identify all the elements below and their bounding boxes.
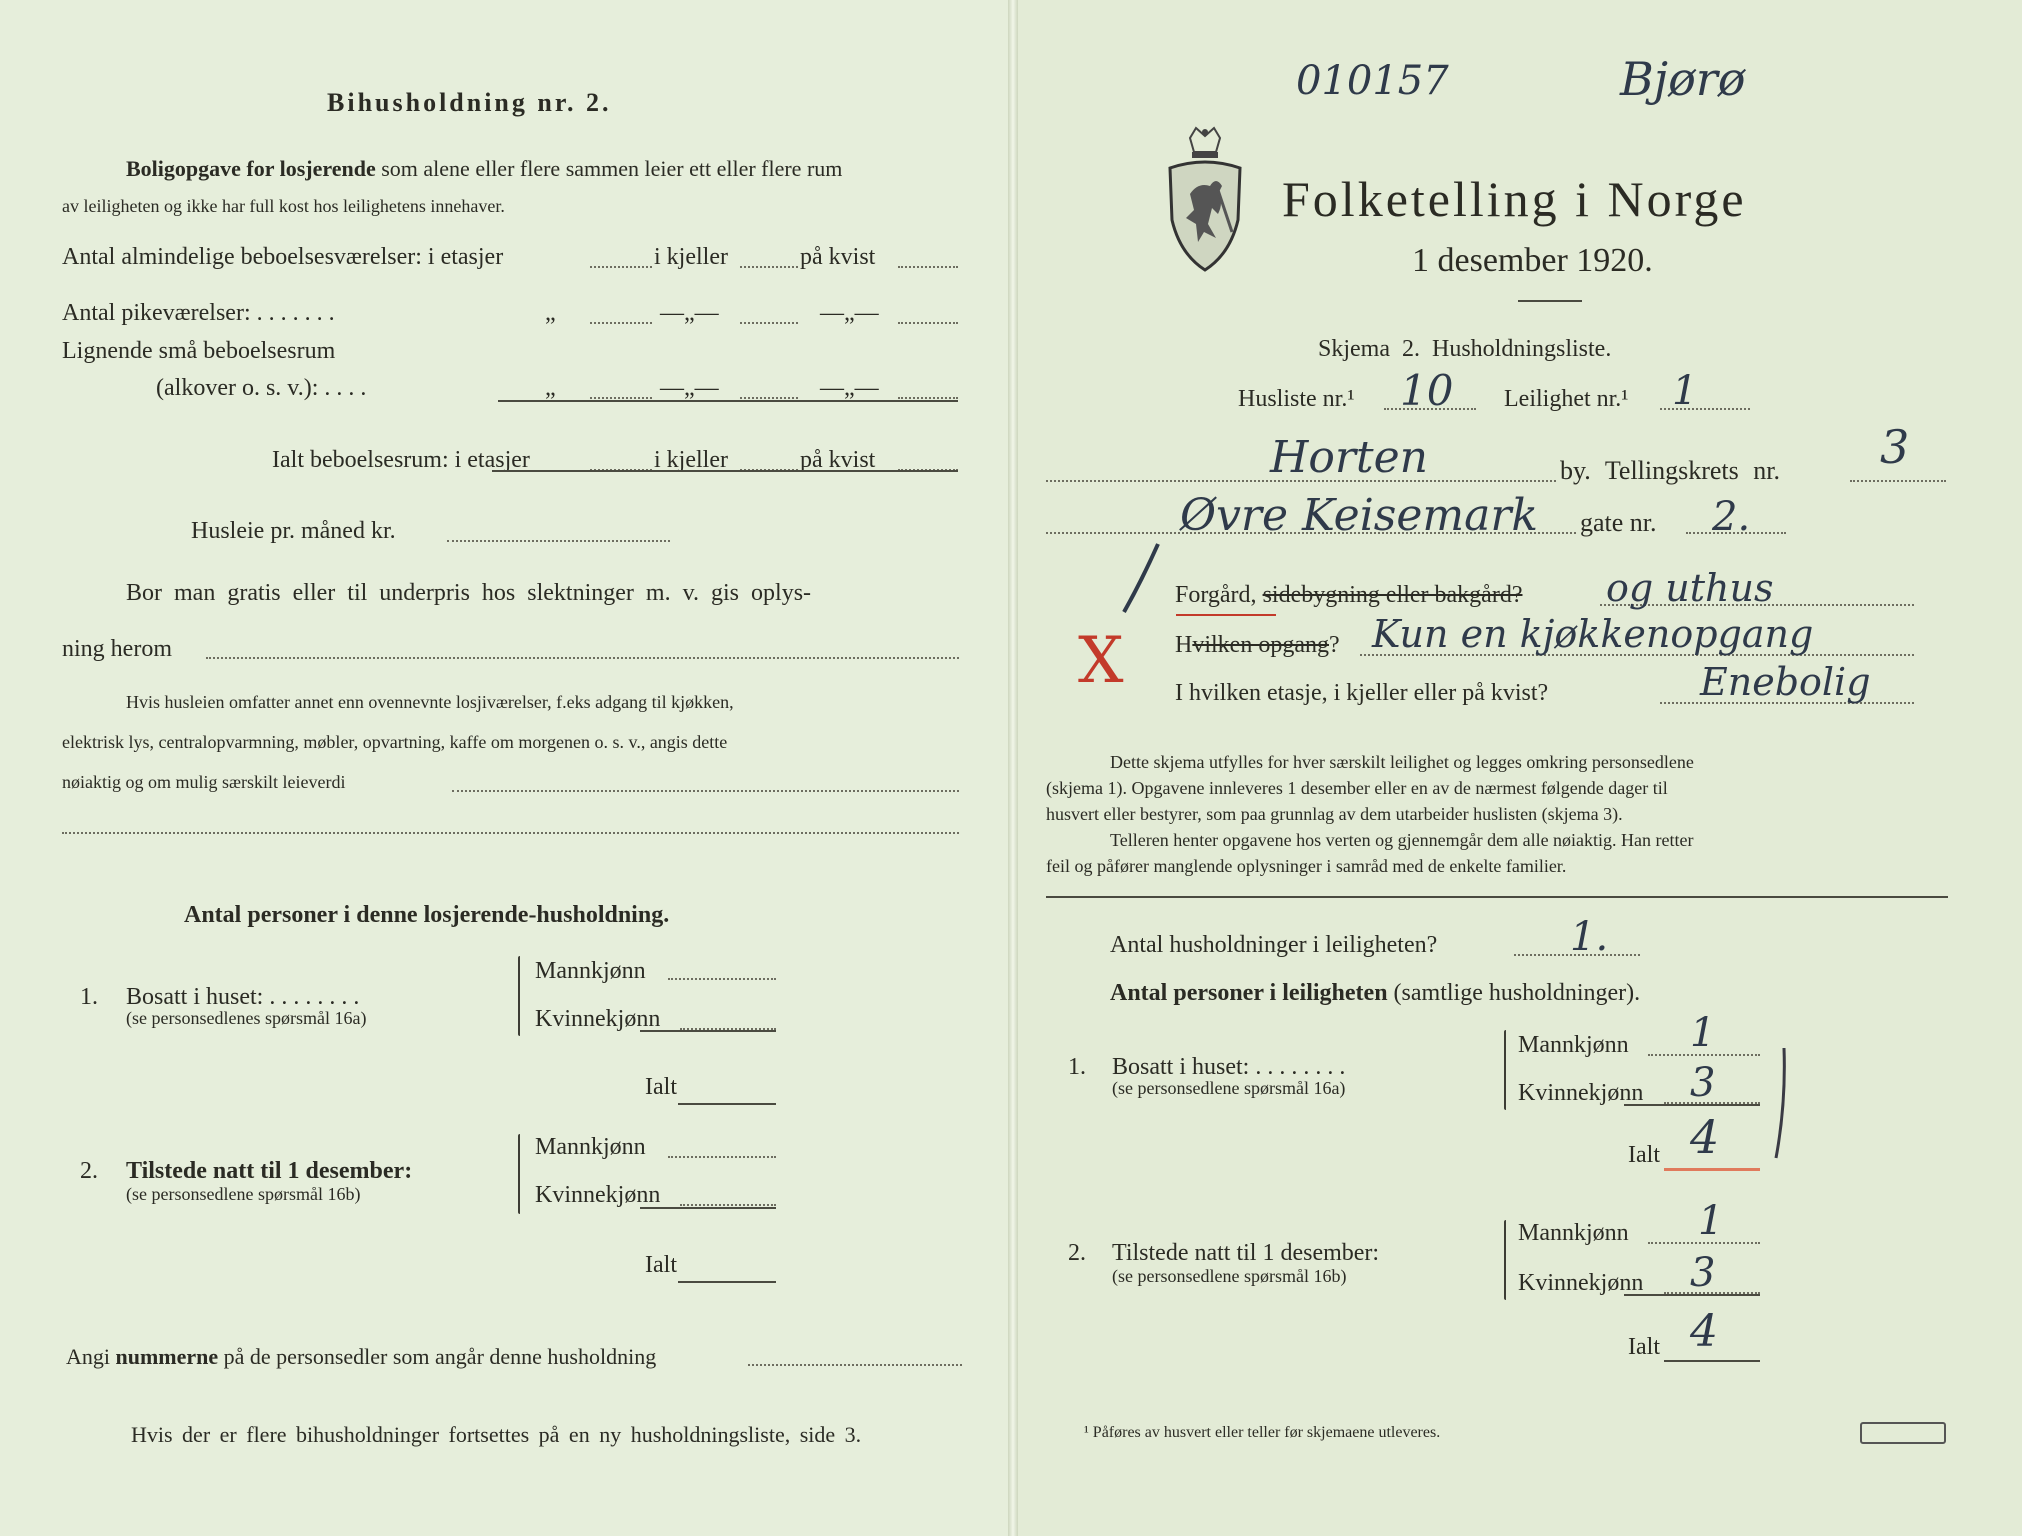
pike-ditto-1: „	[545, 300, 556, 326]
right-q1-note: (se personsedlene spørsmål 16a)	[1112, 1078, 1346, 1098]
gate-label: gate nr.	[1580, 508, 1657, 537]
intro-bold: Boligopgave for losjerende	[126, 156, 376, 181]
right-q2-label: Tilstede natt til 1 desember:	[1112, 1240, 1380, 1266]
forgard-value: og uthus	[1606, 566, 1774, 610]
left-q2-kvinne-field[interactable]	[680, 1204, 776, 1206]
opgang-line	[1175, 632, 1340, 659]
hand-stroke-icon	[1118, 540, 1168, 616]
coat-of-arms-icon	[1160, 124, 1250, 274]
right-persons-heading	[1110, 980, 1640, 1007]
small-etasjer-field[interactable]	[590, 397, 652, 399]
instructions-line-2: (skjema 1). Opgavene innleveres 1 desember eller en av de nærmest følgende dager til	[1046, 778, 1668, 798]
red-x-mark: X	[1078, 624, 1124, 698]
right-persons-rest: (samtlige husholdninger).	[1393, 980, 1641, 1006]
instructions-line-4: Telleren henter opgavene hos verten og gjennemgår dem alle nøiaktig. Han retter	[1110, 830, 1694, 850]
rooms-kjeller-field[interactable]	[740, 266, 798, 268]
right-title: Folketelling i Norge	[1282, 171, 1747, 227]
left-q2-note: (se personsedlene spørsmål 16b)	[126, 1184, 361, 1204]
right-q1-number: 1.	[1068, 1054, 1086, 1080]
extra-field-2[interactable]	[62, 832, 959, 834]
angi-field[interactable]	[748, 1364, 962, 1366]
rent-label: Husleie pr. måned kr.	[191, 518, 396, 544]
pike-ditto-3: —„—	[820, 300, 879, 326]
total-rooms-label: Ialt beboelsesrum: i etasjer	[272, 447, 530, 473]
small-rooms-label-2: (alkover o. s. v.): . . . .	[156, 375, 367, 401]
angi-line	[66, 1344, 656, 1370]
rooms-kvist-field[interactable]	[898, 266, 958, 268]
extra-line-2: elektrisk lys, centralopvarmning, møbler, opvartning, kaffe om morgenen o. s. v., angis dette	[62, 732, 728, 752]
left-q1-brace	[518, 956, 520, 1036]
left-q2-number: 2.	[80, 1158, 98, 1184]
right-q1-mann-value: 1	[1690, 1010, 1716, 1056]
gate-value: 2.	[1712, 494, 1751, 540]
husholdninger-value: 1.	[1570, 914, 1609, 960]
left-page	[0, 0, 1010, 1536]
right-q2-mann-value: 1	[1698, 1198, 1724, 1244]
page-fold	[1008, 0, 1018, 1536]
gratis-field[interactable]	[206, 657, 959, 659]
right-q1-sum-rule	[1624, 1104, 1760, 1106]
right-q1-ialt-value: 4	[1690, 1110, 1720, 1164]
city-value: Horten	[1270, 432, 1428, 483]
pike-label: Antal pikeværelser: . . . . . . .	[62, 300, 335, 326]
forgard-red-underline	[1176, 614, 1276, 616]
husholdninger-label: Antal husholdninger i leiligheten?	[1110, 932, 1438, 958]
right-q2-note: (se personsedlene spørsmål 16b)	[1112, 1266, 1347, 1286]
right-q2-kvinne-value: 3	[1690, 1250, 1716, 1296]
extra-line-1: Hvis husleien omfatter annet enn ovennevnte losjiværelser, f.eks adgang til kjøkken,	[126, 692, 734, 712]
checkmark-stroke-icon	[1770, 1044, 1790, 1164]
krets-value: 3	[1880, 420, 1910, 474]
instructions-rule	[1046, 896, 1948, 898]
left-q1-mann-label: Mannkjønn	[535, 958, 646, 984]
small-rooms-sum-rule	[498, 400, 958, 402]
opgang-question: ?	[1328, 632, 1340, 658]
small-kjeller-field[interactable]	[740, 397, 798, 399]
rooms-kjeller-label: i kjeller	[654, 244, 728, 270]
pike-kvist-field[interactable]	[898, 322, 958, 324]
right-q2-sum-rule	[1624, 1294, 1760, 1296]
extra-field-1[interactable]	[452, 790, 959, 792]
left-q2-ialt-label: Ialt	[645, 1252, 677, 1278]
angi-bold: nummerne	[115, 1344, 219, 1369]
right-q2-number: 2.	[1068, 1240, 1086, 1266]
left-q2-label: Tilstede natt til 1 desember:	[126, 1158, 413, 1184]
krets-field[interactable]	[1850, 480, 1946, 482]
pike-kjeller-field[interactable]	[740, 322, 798, 324]
hand-archive-number: 010157	[1296, 58, 1449, 104]
husliste-label: Husliste nr.¹	[1238, 386, 1355, 412]
right-q2-kvinne-label: Kvinnekjønn	[1518, 1270, 1644, 1296]
intro-line-2: av leiligheten og ikke har full kost hos leilighetens innehaver.	[62, 196, 505, 216]
opgang-prefix: H	[1175, 632, 1193, 658]
rooms-etasjer-field[interactable]	[590, 266, 652, 268]
small-ditto-2: —„—	[660, 375, 719, 401]
leilighet-value: 1	[1672, 368, 1698, 414]
left-q2-brace	[518, 1134, 520, 1214]
forgard-line	[1175, 582, 1522, 609]
small-ditto-3: —„—	[820, 375, 879, 401]
right-q1-ialt-label: Ialt	[1628, 1142, 1660, 1168]
left-persons-heading: Antal personer i denne losjerende-husholdning.	[184, 902, 670, 928]
hand-place-name: Bjørø	[1620, 52, 1746, 106]
right-q1-brace	[1504, 1030, 1506, 1110]
angi-rest: på de personsedler som angår denne husholdning	[223, 1344, 657, 1369]
right-q1-ialt-field[interactable]	[1664, 1168, 1760, 1171]
left-q1-kvinne-label: Kvinnekjønn	[535, 1006, 661, 1032]
left-q2-kvinne-label: Kvinnekjønn	[535, 1182, 661, 1208]
right-footnote: ¹ Påføres av husvert eller teller før skjemaene utleveres.	[1084, 1424, 1441, 1441]
right-q2-brace	[1504, 1220, 1506, 1300]
small-ditto-1: „	[545, 375, 556, 401]
opgang-struck-text: vilken opgang	[1192, 632, 1329, 658]
small-rooms-label-1: Lignende små beboelsesrum	[62, 338, 336, 364]
left-q2-mann-field[interactable]	[668, 1156, 776, 1158]
left-q1-ialt-label: Ialt	[645, 1074, 677, 1100]
opgang-value: Kun en kjøkkenopgang	[1372, 612, 1814, 656]
intro-line-1	[126, 156, 842, 182]
schema-label: Skjema 2. Husholdningsliste.	[1318, 336, 1612, 362]
forgard-label: Forgård,	[1175, 582, 1257, 608]
gratis-line-1: Bor man gratis eller til underpris hos slektninger m. v. gis oplys-	[126, 580, 812, 606]
street-value: Øvre Keisemark	[1180, 490, 1539, 541]
total-kjeller-label: i kjeller	[654, 447, 728, 473]
right-q2-ialt-label: Ialt	[1628, 1334, 1660, 1360]
title-divider	[1518, 300, 1582, 302]
leilighet-label: Leilighet nr.¹	[1504, 386, 1629, 412]
left-q1-mann-field[interactable]	[668, 978, 776, 980]
angi-pre: Angi	[66, 1344, 110, 1369]
instructions-line-3: husvert eller bestyrer, som paa grunnlag av dem utarbeider huslisten (skjema 3).	[1046, 804, 1623, 824]
left-q1-note: (se personsedlenes spørsmål 16a)	[126, 1008, 367, 1028]
left-q2-ialt-field[interactable]	[678, 1281, 776, 1283]
right-persons-bold: Antal personer i leiligheten	[1110, 980, 1388, 1006]
total-rooms-rule	[492, 470, 958, 472]
extra-line-3: nøiaktig og om mulig særskilt leieverdi	[62, 772, 346, 792]
left-title: Bihusholdning nr. 2.	[327, 88, 612, 117]
rooms-kvist-label: på kvist	[800, 244, 876, 270]
right-q2-ialt-value: 4	[1690, 1306, 1718, 1357]
husliste-value: 10	[1400, 366, 1454, 415]
etasje-value: Enebolig	[1700, 660, 1871, 704]
gratis-line-2: ning herom	[62, 636, 172, 662]
etasje-label: I hvilken etasje, i kjeller eller på kvist?	[1175, 680, 1549, 706]
pike-ditto-2: —„—	[660, 300, 719, 326]
right-q1-label: Bosatt i huset: . . . . . . . .	[1112, 1054, 1346, 1080]
instructions-line-5: feil og påfører manglende oplysninger i samråd med de enkelte familier.	[1046, 856, 1567, 876]
right-q2-mann-label: Mannkjønn	[1518, 1220, 1629, 1246]
by-krets-label: by. Tellingskrets nr.	[1560, 456, 1781, 485]
total-kvist-label: på kvist	[800, 447, 876, 473]
rent-field[interactable]	[447, 540, 670, 542]
pike-etasjer-field[interactable]	[590, 322, 652, 324]
left-q2-mann-label: Mannkjønn	[535, 1134, 646, 1160]
printer-stamp-icon	[1860, 1422, 1946, 1444]
small-kvist-field[interactable]	[898, 397, 958, 399]
left-q1-sum-rule	[640, 1030, 776, 1032]
left-q1-number: 1.	[80, 984, 98, 1010]
right-date: 1 desember 1920.	[1412, 242, 1653, 279]
right-q2-ialt-field[interactable]	[1664, 1360, 1760, 1362]
left-q1-label: Bosatt i huset: . . . . . . . .	[126, 984, 360, 1010]
left-q2-sum-rule	[640, 1207, 776, 1209]
right-q1-kvinne-value: 3	[1690, 1060, 1716, 1106]
left-q1-ialt-field[interactable]	[678, 1103, 776, 1105]
intro-rest: som alene eller flere sammen leier ett eller flere rum	[381, 156, 843, 181]
right-q1-mann-label: Mannkjønn	[1518, 1032, 1629, 1058]
instructions-line-1: Dette skjema utfylles for hver særskilt leilighet og legges omkring personsedlene	[1110, 752, 1694, 772]
right-q1-kvinne-label: Kvinnekjønn	[1518, 1080, 1644, 1106]
rooms-label: Antal almindelige beboelsesværelser: i etasjer	[62, 244, 504, 270]
forgard-struck-text: sidebygning eller bakgård?	[1262, 582, 1523, 608]
left-footer: Hvis der er flere bihusholdninger fortsettes på en ny husholdningsliste, side 3.	[131, 1422, 862, 1447]
